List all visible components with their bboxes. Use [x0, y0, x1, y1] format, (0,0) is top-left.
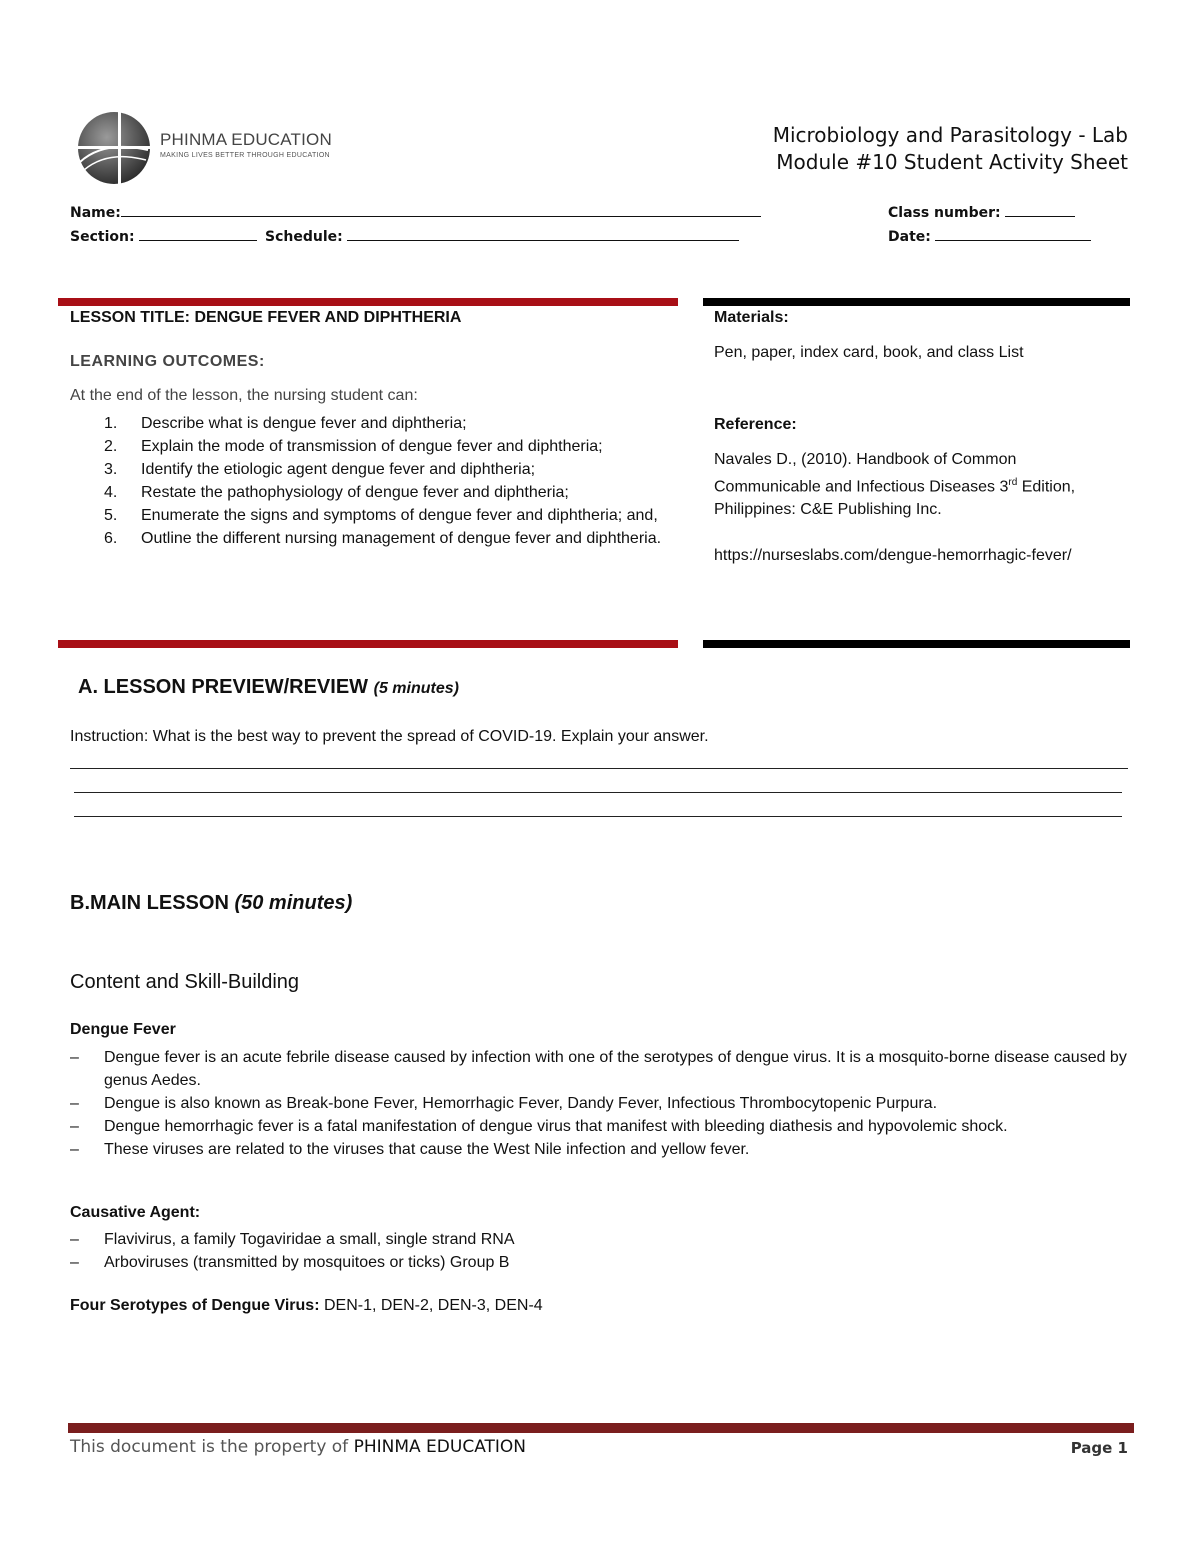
- agent-point-text: Arboviruses (transmitted by mosquitoes or ticks) Group B: [104, 1254, 510, 1271]
- learning-outcome-item: [104, 412, 674, 435]
- reference-superscript: rd: [1008, 477, 1018, 488]
- brand-name: PHINMA EDUCATION: [160, 130, 332, 149]
- materials-text: Pen, paper, index card, book, and class List: [714, 344, 1024, 361]
- reference-text: Navales D., (2010). Handbook of Common Communicable and Infectious Diseases 3: [714, 451, 1017, 496]
- lesson-box-top-bar: [58, 298, 678, 306]
- serotypes-value: DEN-1, DEN-2, DEN-3, DEN-4: [319, 1297, 543, 1314]
- lesson-title: LESSON TITLE: DENGUE FEVER AND DIPHTHERIA: [70, 309, 462, 326]
- schedule-blank[interactable]: [347, 225, 739, 241]
- learning-outcome-item: [104, 481, 674, 504]
- dengue-point-text: These viruses are related to the viruses that cause the West Nile infection and yellow fever.: [104, 1141, 750, 1158]
- outcome-text: Describe what is dengue fever and diphtheria;: [141, 415, 467, 432]
- agent-point: [70, 1251, 1140, 1274]
- section-b-title: B.MAIN LESSON: [70, 892, 229, 914]
- dengue-point-text: Dengue fever is an acute febrile disease caused by infection with one of the serotypes of dengue virus. It is a mosquito-borne disease caused by genus Aedes.: [104, 1049, 1127, 1089]
- learning-outcomes-intro: At the end of the lesson, the nursing student can:: [70, 387, 418, 404]
- section-b-heading: [70, 892, 352, 915]
- serotypes-label: Four Serotypes of Dengue Virus:: [70, 1297, 320, 1314]
- name-field[interactable]: [70, 201, 761, 221]
- footer-bar: [68, 1423, 1134, 1433]
- dengue-point: [70, 1115, 1140, 1138]
- section-a-title: A. LESSON PREVIEW/REVIEW: [78, 676, 369, 698]
- dengue-point-text: Dengue is also known as Break-bone Fever, Hemorrhagic Fever, Dandy Fever, Infectious Thrombocytopenic Purpura.: [104, 1095, 938, 1112]
- causative-agent-list: [70, 1228, 1140, 1274]
- dengue-fever-heading: Dengue Fever: [70, 1021, 176, 1038]
- schedule-field[interactable]: [265, 225, 739, 245]
- section-a-instruction: Instruction: What is the best way to prevent the spread of COVID-19. Explain your answer.: [70, 728, 709, 745]
- outcome-number: 6.: [104, 530, 118, 547]
- materials-box-bottom-bar: [703, 640, 1130, 648]
- section-blank[interactable]: [139, 225, 257, 241]
- agent-point-text: Flavivirus, a family Togaviridae a small, single strand RNA: [104, 1231, 515, 1248]
- outcome-number: 3.: [104, 461, 118, 478]
- dengue-point: [70, 1046, 1140, 1092]
- title-line-1: Microbiology and Parasitology - Lab: [772, 123, 1128, 147]
- dash-bullet: –: [70, 1254, 79, 1271]
- learning-outcomes-list: [104, 412, 674, 550]
- content-skill-building-heading: Content and Skill-Building: [70, 971, 300, 993]
- class-number-field[interactable]: [888, 201, 1075, 221]
- dengue-fever-list: [70, 1046, 1140, 1161]
- footer-brand: PHINMA EDUCATION: [353, 1437, 526, 1457]
- causative-agent-heading: Causative Agent:: [70, 1204, 201, 1221]
- name-label: Name:: [70, 205, 121, 221]
- document-title: [773, 122, 1128, 176]
- page-number: Page 1: [1070, 1439, 1128, 1457]
- answer-line[interactable]: [70, 768, 1128, 769]
- learning-outcome-item: [104, 504, 674, 527]
- outcome-text: Enumerate the signs and symptoms of dengue fever and diphtheria; and,: [141, 507, 658, 524]
- section-b-minutes: (50 minutes): [234, 892, 353, 914]
- learning-outcome-item: [104, 458, 674, 481]
- learning-outcomes-heading: LEARNING OUTCOMES:: [70, 353, 265, 370]
- materials-box-top-bar: [703, 298, 1130, 306]
- reference-citation: [714, 448, 1114, 521]
- schedule-label: Schedule:: [265, 229, 343, 245]
- brand-tagline: MAKING LIVES BETTER THROUGH EDUCATION: [160, 152, 330, 159]
- learning-outcome-item: [104, 435, 674, 458]
- dash-bullet: –: [70, 1049, 79, 1066]
- outcome-number: 4.: [104, 484, 118, 501]
- outcome-text: Outline the different nursing management of dengue fever and diphtheria.: [141, 530, 662, 547]
- outcome-number: 1.: [104, 415, 118, 432]
- section-label: Section:: [70, 229, 135, 245]
- reference-text-end: Edition, Philippines: C&E Publishing Inc.: [714, 478, 1076, 519]
- answer-line[interactable]: [74, 792, 1122, 793]
- lesson-box-bottom-bar: [58, 640, 678, 648]
- section-field[interactable]: [70, 225, 257, 245]
- footer-property-note: [70, 1437, 526, 1457]
- dash-bullet: –: [70, 1231, 79, 1248]
- dengue-point: [70, 1092, 1140, 1115]
- section-a-minutes: (5 minutes): [373, 680, 459, 697]
- class-number-label: Class number:: [888, 205, 1001, 221]
- dengue-point-text: Dengue hemorrhagic fever is a fatal manifestation of dengue virus that manifest with bleeding diathesis and hypovolemic shock.: [104, 1118, 1008, 1135]
- class-number-blank[interactable]: [1005, 201, 1075, 217]
- dash-bullet: –: [70, 1095, 79, 1112]
- outcome-text: Explain the mode of transmission of dengue fever and diphtheria;: [141, 438, 603, 455]
- name-blank[interactable]: [121, 201, 761, 217]
- outcome-text: Restate the pathophysiology of dengue fever and diphtheria;: [141, 484, 569, 501]
- materials-heading: Materials:: [714, 309, 789, 326]
- reference-heading: Reference:: [714, 416, 797, 433]
- dash-bullet: –: [70, 1141, 79, 1158]
- agent-point: [70, 1228, 1140, 1251]
- outcome-text: Identify the etiologic agent dengue fever and diphtheria;: [141, 461, 536, 478]
- footer-prefix: This document is the property of: [70, 1437, 354, 1457]
- dash-bullet: –: [70, 1118, 79, 1135]
- title-line-2: Module #10 Student Activity Sheet: [776, 150, 1128, 174]
- outcome-number: 2.: [104, 438, 118, 455]
- section-a-heading: [78, 676, 459, 699]
- phinma-logo-icon: [74, 110, 154, 186]
- outcome-number: 5.: [104, 507, 118, 524]
- answer-line[interactable]: [74, 816, 1122, 817]
- reference-url[interactable]: https://nurseslabs.com/dengue-hemorrhagic-fever/: [714, 547, 1072, 564]
- date-label: Date:: [888, 229, 931, 245]
- dengue-point: [70, 1138, 1140, 1161]
- serotypes-line: [70, 1297, 543, 1315]
- date-field[interactable]: [888, 225, 1091, 245]
- learning-outcome-item: [104, 527, 674, 550]
- date-blank[interactable]: [935, 225, 1091, 241]
